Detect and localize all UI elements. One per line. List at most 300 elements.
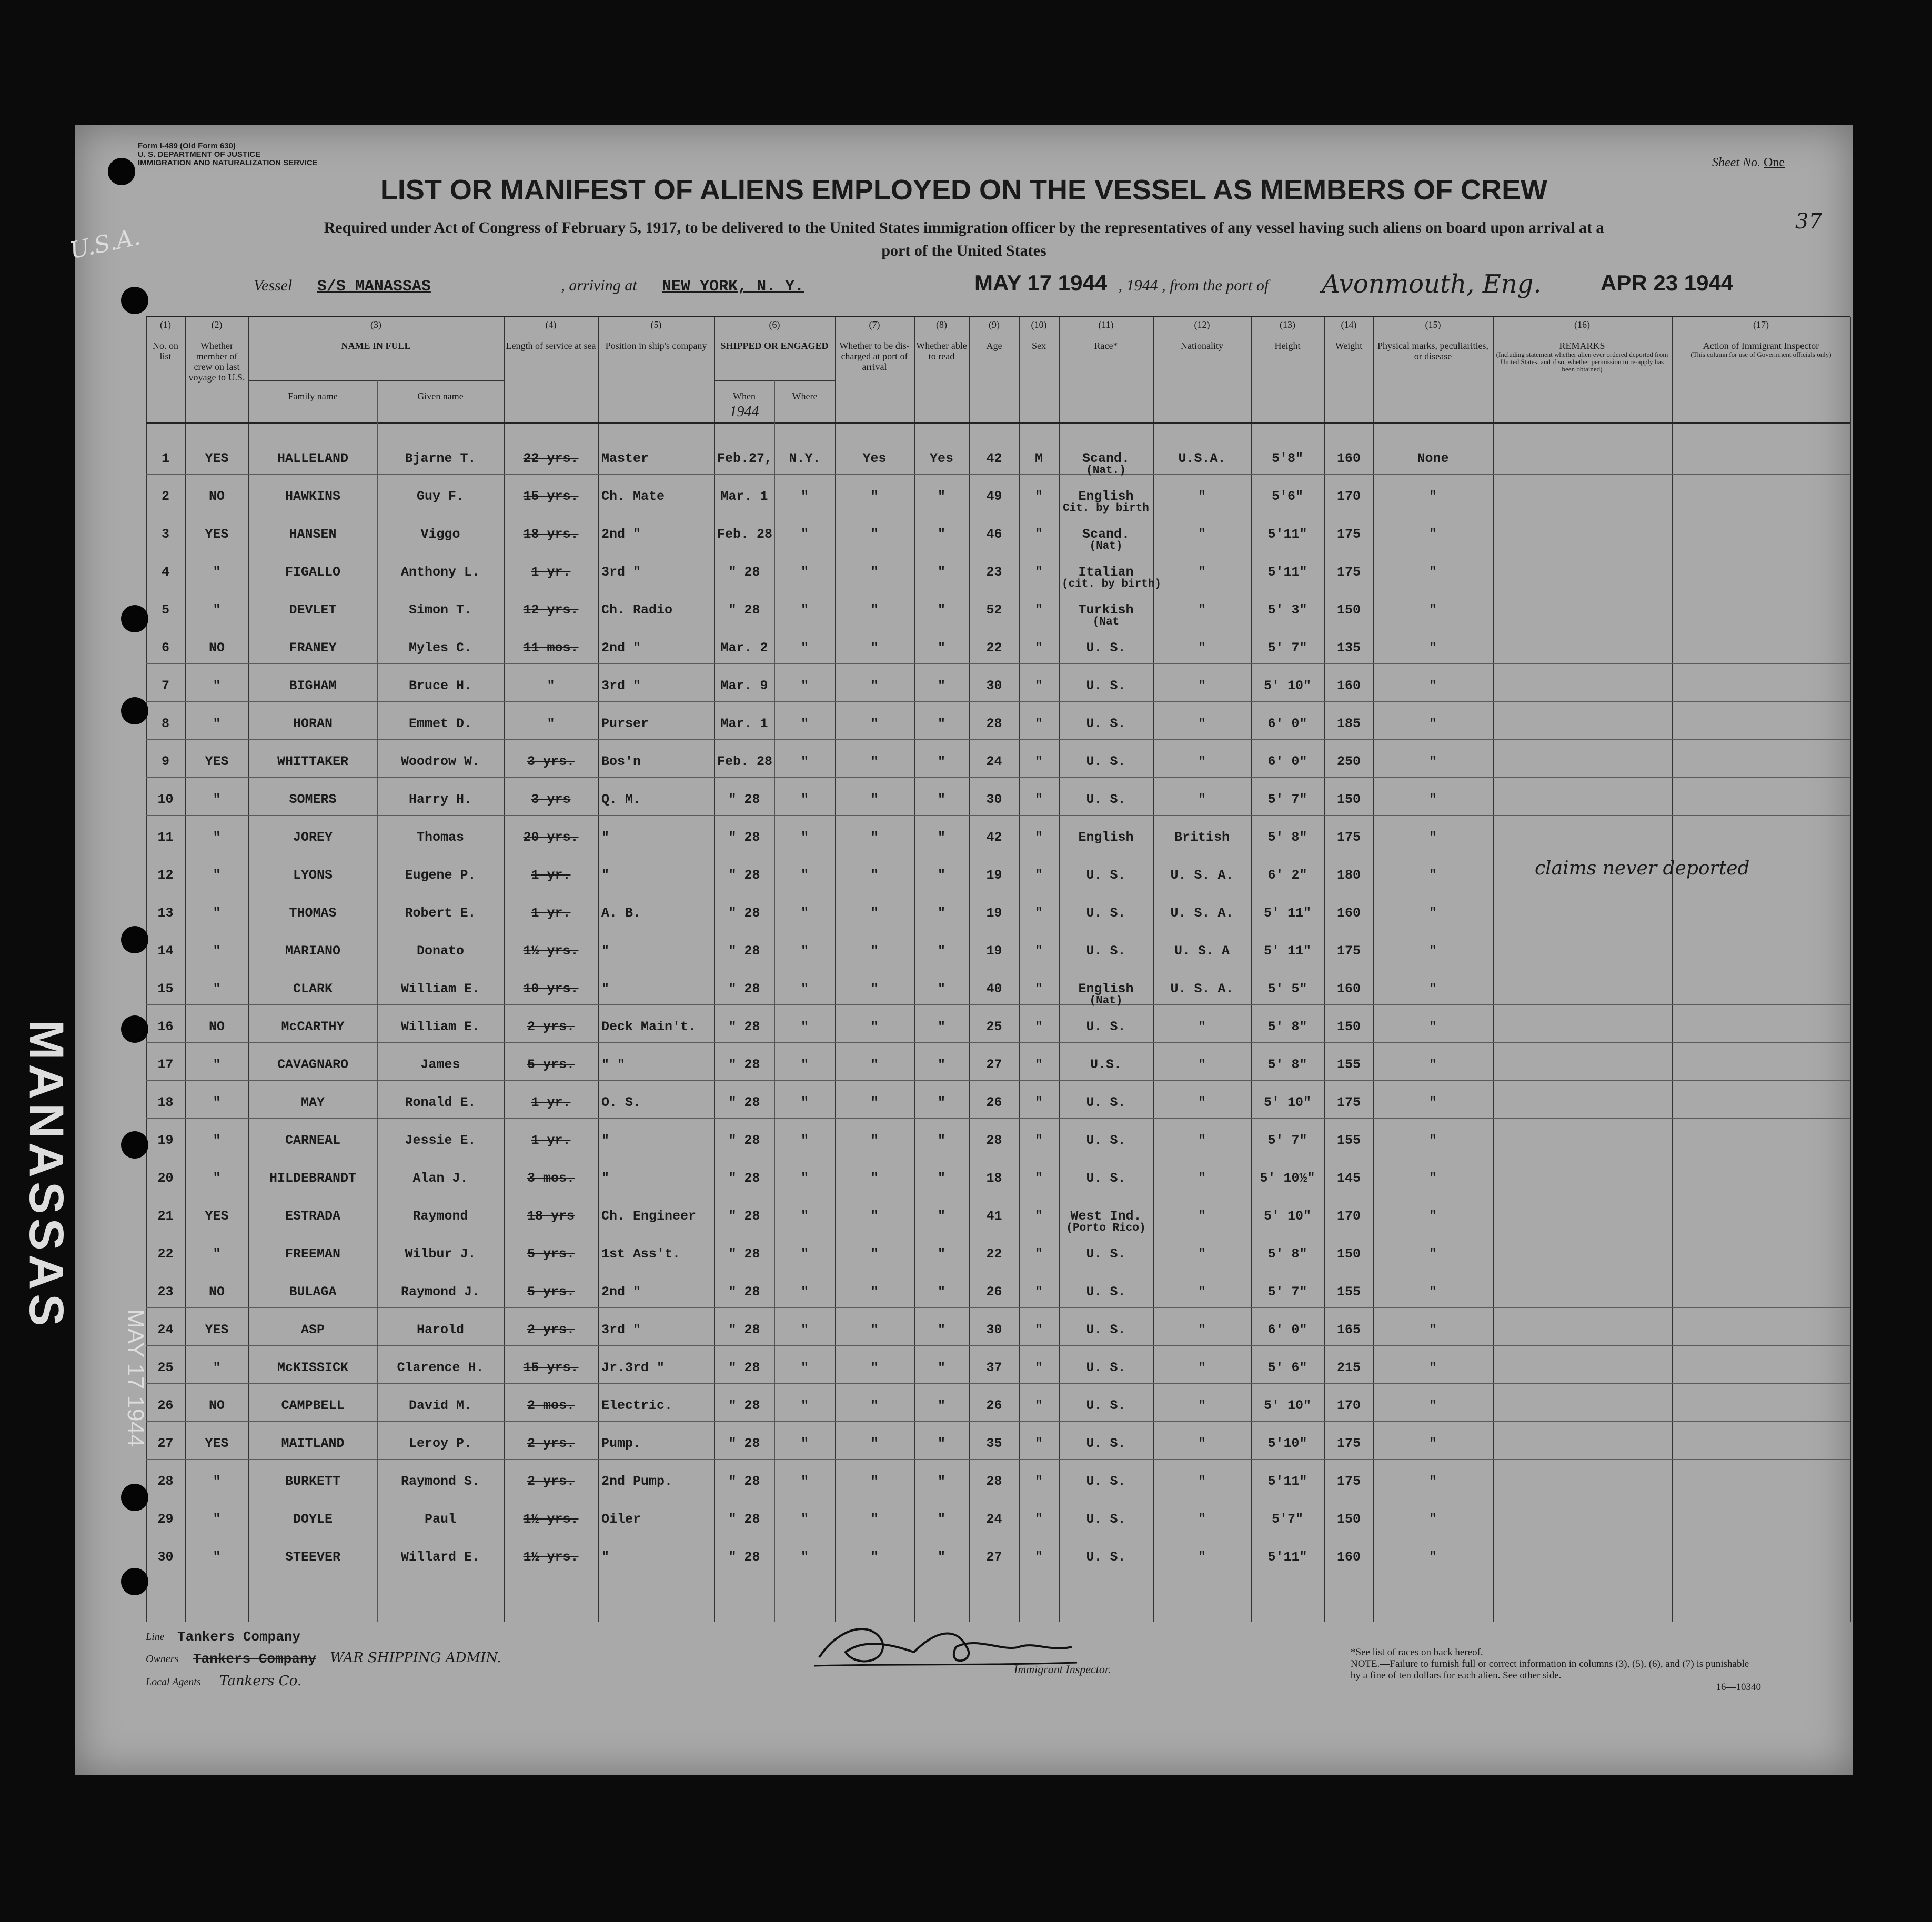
height-cell: 5'8" bbox=[1271, 451, 1303, 466]
shipped-where-cell: " bbox=[800, 754, 809, 769]
service-length-cell: " bbox=[547, 716, 555, 731]
physical-marks-cell: " bbox=[1428, 527, 1437, 542]
prev-voyage-cell: " bbox=[213, 830, 221, 845]
shipped-where-cell: " bbox=[800, 1436, 809, 1451]
shipped-where-cell: " bbox=[800, 565, 809, 580]
column-label: Nationality bbox=[1181, 340, 1223, 351]
sex-cell: " bbox=[1034, 1246, 1043, 1262]
sex-cell: " bbox=[1034, 602, 1043, 618]
column-label: NAME IN FULL bbox=[341, 340, 411, 351]
age-cell: 22 bbox=[986, 1246, 1002, 1262]
row-divider bbox=[146, 701, 1850, 702]
race-cell: U. S. bbox=[1086, 868, 1126, 883]
age-cell: 19 bbox=[986, 868, 1002, 883]
penalty-note: NOTE.—Failure to furnish full or correct information in columns (3), (5), (6), and (7) is punishable by a fine of ten dollars for each alien. See other side. bbox=[1351, 1658, 1749, 1681]
sex-cell: " bbox=[1034, 1322, 1043, 1337]
row-number: 6 bbox=[161, 640, 169, 656]
weight-cell: 150 bbox=[1336, 1019, 1361, 1034]
able-to-read-cell: " bbox=[937, 1549, 945, 1565]
nationality-cell: U.S.A. bbox=[1178, 451, 1226, 466]
family-name-cell: FIGALLO bbox=[285, 565, 341, 580]
service-length-cell: 3 yrs bbox=[531, 792, 571, 807]
height-cell: 5' 8" bbox=[1267, 1057, 1307, 1072]
able-to-read-cell: " bbox=[937, 1436, 945, 1451]
given-name-cell: Anthony L. bbox=[400, 565, 480, 580]
family-name-cell: CLARK bbox=[293, 981, 333, 997]
able-to-read-cell: " bbox=[937, 1284, 945, 1300]
physical-marks-cell: " bbox=[1428, 1436, 1437, 1451]
age-cell: 24 bbox=[986, 1512, 1002, 1527]
shipped-where-cell: " bbox=[800, 943, 809, 959]
physical-marks-cell: " bbox=[1428, 1171, 1437, 1186]
discharged-cell: " bbox=[870, 905, 879, 921]
weight-cell: 170 bbox=[1336, 1209, 1361, 1224]
row-divider bbox=[146, 777, 1850, 778]
weight-cell: 150 bbox=[1336, 792, 1361, 807]
race-cell: Italian bbox=[1078, 565, 1134, 580]
race-note-cell: (Nat bbox=[1092, 616, 1120, 628]
row-number: 4 bbox=[161, 565, 169, 580]
weight-cell: 175 bbox=[1336, 1095, 1361, 1110]
shipped-when-cell: " 28 bbox=[728, 1209, 760, 1224]
position-cell: Jr.3rd " bbox=[601, 1360, 665, 1375]
race-cell: U. S. bbox=[1086, 1133, 1126, 1148]
column-subheader: Where bbox=[792, 391, 818, 401]
sex-cell: " bbox=[1034, 640, 1043, 656]
prev-voyage-cell: YES bbox=[205, 1209, 229, 1224]
age-cell: 30 bbox=[986, 678, 1002, 693]
sex-cell: " bbox=[1034, 1398, 1043, 1413]
physical-marks-cell: " bbox=[1428, 754, 1437, 769]
column-number: (17) bbox=[1753, 319, 1769, 330]
column-header bbox=[1672, 319, 1850, 358]
from-port-label: , from the port of bbox=[1162, 277, 1269, 294]
nationality-cell: U. S. A bbox=[1174, 943, 1230, 959]
shipped-where-cell: " bbox=[800, 1474, 809, 1489]
family-name-cell: FREEMAN bbox=[285, 1246, 341, 1262]
service-length-cell: 3 yrs. bbox=[527, 754, 575, 769]
weight-cell: 135 bbox=[1336, 640, 1361, 656]
shipped-where-cell: " bbox=[800, 792, 809, 807]
nationality-cell: U. S. A. bbox=[1170, 905, 1234, 921]
height-cell: 5'11" bbox=[1267, 1549, 1307, 1565]
row-number: 2 bbox=[161, 489, 169, 504]
age-cell: 19 bbox=[986, 905, 1002, 921]
service-length-cell: 1 yr. bbox=[531, 1095, 571, 1110]
family-name-cell: STEEVER bbox=[285, 1549, 341, 1565]
column-number: (2) bbox=[211, 319, 223, 330]
footer-notes bbox=[1351, 1647, 1761, 1693]
shipped-where-cell: " bbox=[800, 1549, 809, 1565]
given-name-cell: Raymond J. bbox=[400, 1284, 480, 1300]
height-cell: 5' 5" bbox=[1267, 981, 1307, 997]
weight-cell: 160 bbox=[1336, 905, 1361, 921]
inspector-label: Immigrant Inspector. bbox=[1014, 1663, 1111, 1676]
vessel-name: S/S MANASSAS bbox=[317, 278, 431, 296]
shipped-when-cell: Mar. 9 bbox=[720, 678, 768, 693]
punch-hole bbox=[121, 1484, 148, 1511]
row-number: 12 bbox=[157, 868, 174, 883]
column-label: No. on list bbox=[153, 340, 178, 361]
row-divider bbox=[146, 1080, 1850, 1081]
shipped-where-cell: " bbox=[800, 1019, 809, 1034]
physical-marks-cell: " bbox=[1428, 1246, 1437, 1262]
row-number: 5 bbox=[161, 602, 169, 618]
row-divider bbox=[146, 1307, 1850, 1308]
weight-cell: 145 bbox=[1336, 1171, 1361, 1186]
discharged-cell: " bbox=[870, 716, 879, 731]
row-number: 3 bbox=[161, 527, 169, 542]
column-label: REMARKS bbox=[1559, 340, 1605, 351]
age-cell: 28 bbox=[986, 1133, 1002, 1148]
nationality-cell: " bbox=[1198, 754, 1206, 769]
sex-cell: " bbox=[1034, 527, 1043, 542]
discharged-cell: " bbox=[870, 754, 879, 769]
column-divider bbox=[146, 317, 147, 1622]
column-label: Age bbox=[986, 340, 1002, 351]
row-number: 17 bbox=[157, 1057, 174, 1072]
height-cell: 5'11" bbox=[1267, 565, 1307, 580]
service-length-cell: 1½ yrs. bbox=[523, 1549, 579, 1565]
position-cell: Deck Main't. bbox=[601, 1019, 697, 1034]
prev-voyage-cell: YES bbox=[205, 451, 229, 466]
physical-marks-cell: " bbox=[1428, 981, 1437, 997]
race-cell: Scand. bbox=[1082, 527, 1130, 542]
prev-voyage-cell: NO bbox=[208, 1284, 225, 1300]
position-cell: O. S. bbox=[601, 1095, 641, 1110]
given-name-cell: Raymond bbox=[412, 1209, 468, 1224]
service-length-cell: 18 yrs bbox=[527, 1209, 575, 1224]
nationality-cell: " bbox=[1198, 678, 1206, 693]
physical-marks-cell: " bbox=[1428, 1133, 1437, 1148]
column-divider bbox=[969, 317, 970, 1622]
given-name-cell: Woodrow W. bbox=[400, 754, 480, 769]
row-number: 28 bbox=[157, 1474, 174, 1489]
service-length-cell: 11 mos. bbox=[523, 640, 579, 656]
height-cell: 5' 8" bbox=[1267, 1019, 1307, 1034]
weight-cell: 175 bbox=[1336, 1436, 1361, 1451]
column-divider bbox=[1324, 317, 1325, 1622]
weight-cell: 185 bbox=[1336, 716, 1361, 731]
form-code: 16—10340 bbox=[1716, 1682, 1761, 1693]
row-divider bbox=[146, 1459, 1850, 1460]
sex-cell: " bbox=[1034, 1133, 1043, 1148]
row-number: 26 bbox=[157, 1398, 174, 1413]
weight-cell: 175 bbox=[1336, 527, 1361, 542]
shipped-when-cell: " 28 bbox=[728, 1019, 760, 1034]
departure-port: Avonmouth, Eng. bbox=[1322, 269, 1542, 299]
row-number: 24 bbox=[157, 1322, 174, 1337]
race-note-cell: Cit. by birth bbox=[1063, 502, 1149, 515]
column-divider bbox=[185, 317, 186, 1622]
subtitle-line-1: Required under Act of Congress of February 5, 1917, to be delivered to the United States immigration officer by the representatives of any vessel having such aliens on board upon arrival at a bbox=[324, 219, 1604, 236]
sheet-value: One bbox=[1764, 156, 1785, 169]
column-header bbox=[598, 319, 714, 351]
race-cell: U.S. bbox=[1090, 1057, 1122, 1072]
nationality-cell: " bbox=[1198, 1019, 1206, 1034]
service-length-cell: 5 yrs. bbox=[527, 1246, 575, 1262]
service-length-cell: 5 yrs. bbox=[527, 1284, 575, 1300]
column-number: (16) bbox=[1574, 319, 1590, 330]
discharged-cell: " bbox=[870, 565, 879, 580]
shipped-where-cell: " bbox=[800, 1057, 809, 1072]
physical-marks-cell: " bbox=[1428, 1549, 1437, 1565]
sex-cell: " bbox=[1034, 943, 1043, 959]
margin-vessel-note: MANASSAS bbox=[19, 1020, 73, 1331]
discharged-cell: " bbox=[870, 1133, 879, 1148]
shipped-when-cell: " 28 bbox=[728, 1171, 760, 1186]
column-header bbox=[969, 319, 1019, 351]
age-cell: 28 bbox=[986, 1474, 1002, 1489]
sex-cell: " bbox=[1034, 565, 1043, 580]
column-label: Length of service at sea bbox=[506, 340, 596, 351]
service-length-cell: 1½ yrs. bbox=[523, 943, 579, 959]
given-name-cell: Leroy P. bbox=[408, 1436, 472, 1451]
prev-voyage-cell: " bbox=[213, 943, 221, 959]
given-name-cell: Viggo bbox=[420, 527, 460, 542]
discharged-cell: " bbox=[870, 602, 879, 618]
discharged-cell: " bbox=[870, 1512, 879, 1527]
row-number: 1 bbox=[161, 451, 169, 466]
sex-cell: " bbox=[1034, 754, 1043, 769]
race-cell: U. S. bbox=[1086, 1549, 1126, 1565]
shipped-when-cell: " 28 bbox=[728, 1133, 760, 1148]
row-divider bbox=[146, 739, 1850, 740]
prev-voyage-cell: " bbox=[213, 602, 221, 618]
arrival-date-stamp: MAY 17 1944 bbox=[974, 270, 1108, 295]
column-header bbox=[1059, 319, 1153, 351]
prev-voyage-cell: " bbox=[213, 1133, 221, 1148]
column-header bbox=[1324, 319, 1373, 351]
family-name-cell: BIGHAM bbox=[289, 678, 337, 693]
able-to-read-cell: " bbox=[937, 1171, 945, 1186]
given-name-cell: Clarence H. bbox=[397, 1360, 484, 1375]
sex-cell: " bbox=[1034, 792, 1043, 807]
race-cell: English bbox=[1078, 830, 1134, 845]
shipped-when-cell: Feb. 28 bbox=[717, 527, 773, 542]
weight-cell: 250 bbox=[1336, 754, 1361, 769]
race-cell: U. S. bbox=[1086, 1322, 1126, 1337]
position-cell: Bos'n bbox=[601, 754, 641, 769]
family-name-cell: CAVAGNARO bbox=[277, 1057, 349, 1072]
punch-hole bbox=[108, 158, 135, 185]
position-cell: " " bbox=[601, 1057, 626, 1072]
weight-cell: 170 bbox=[1336, 489, 1361, 504]
height-cell: 5' 7" bbox=[1267, 792, 1307, 807]
row-number: 27 bbox=[157, 1436, 174, 1451]
discharged-cell: " bbox=[870, 678, 879, 693]
age-cell: 27 bbox=[986, 1549, 1002, 1565]
discharged-cell: " bbox=[870, 1171, 879, 1186]
position-cell: 3rd " bbox=[601, 678, 641, 693]
discharged-cell: " bbox=[870, 943, 879, 959]
column-number: (5) bbox=[650, 319, 662, 330]
column-divider bbox=[1850, 317, 1852, 1622]
prev-voyage-cell: " bbox=[213, 1095, 221, 1110]
shipped-where-cell: " bbox=[800, 1322, 809, 1337]
physical-marks-cell: " bbox=[1428, 1360, 1437, 1375]
column-divider bbox=[1672, 317, 1673, 1622]
column-divider bbox=[1019, 317, 1020, 1622]
position-cell: Q. M. bbox=[601, 792, 641, 807]
sex-cell: " bbox=[1034, 905, 1043, 921]
column-number: (11) bbox=[1098, 319, 1114, 330]
vessel-line bbox=[254, 277, 1269, 296]
subheader-split bbox=[774, 380, 775, 1622]
service-length-cell: 3 mos. bbox=[527, 1171, 575, 1186]
physical-marks-cell: " bbox=[1428, 1398, 1437, 1413]
weight-cell: 150 bbox=[1336, 1246, 1361, 1262]
family-name-cell: FRANEY bbox=[289, 640, 337, 656]
shipped-where-cell: " bbox=[800, 1398, 809, 1413]
race-cell: U. S. bbox=[1086, 1436, 1126, 1451]
prev-voyage-cell: " bbox=[213, 1246, 221, 1262]
race-note-cell: (Porto Rico) bbox=[1066, 1222, 1146, 1234]
physical-marks-cell: " bbox=[1428, 1512, 1437, 1527]
discharged-cell: " bbox=[870, 792, 879, 807]
height-cell: 6' 0" bbox=[1267, 716, 1307, 731]
shipped-where-cell: " bbox=[800, 1284, 809, 1300]
shipped-when-cell: " 28 bbox=[728, 1095, 760, 1110]
weight-cell: 175 bbox=[1336, 830, 1361, 845]
height-cell: 5' 6" bbox=[1267, 1360, 1307, 1375]
age-cell: 42 bbox=[986, 451, 1002, 466]
punch-hole bbox=[121, 287, 148, 314]
row-divider bbox=[146, 1004, 1850, 1005]
able-to-read-cell: " bbox=[937, 1322, 945, 1337]
discharged-cell: " bbox=[870, 527, 879, 542]
position-cell: Master bbox=[601, 451, 649, 466]
family-name-cell: DOYLE bbox=[293, 1512, 333, 1527]
race-note-cell: (cit. by birth) bbox=[1062, 578, 1162, 590]
given-name-cell: Bjarne T. bbox=[405, 451, 476, 466]
position-cell: " bbox=[601, 943, 610, 959]
shipped-where-cell: " bbox=[800, 830, 809, 845]
service-length-cell: 1 yr. bbox=[531, 868, 571, 883]
nationality-cell: U. S. A. bbox=[1170, 981, 1234, 997]
able-to-read-cell: " bbox=[937, 1019, 945, 1034]
shipped-when-cell: " 28 bbox=[728, 792, 760, 807]
prev-voyage-cell: " bbox=[213, 792, 221, 807]
shipped-when-cell: " 28 bbox=[728, 1512, 760, 1527]
nationality-cell: " bbox=[1198, 1209, 1206, 1224]
able-to-read-cell: " bbox=[937, 716, 945, 731]
column-subheader: When bbox=[733, 391, 756, 401]
service-length-cell: 18 yrs. bbox=[523, 527, 579, 542]
race-cell: Scand. bbox=[1082, 451, 1130, 466]
discharged-cell: " bbox=[870, 868, 879, 883]
given-name-cell: Willard E. bbox=[400, 1549, 480, 1565]
family-name-cell: CAMPBELL bbox=[281, 1398, 345, 1413]
form-number: Form I-489 (Old Form 630) bbox=[138, 142, 236, 150]
service-length-cell: 1 yr. bbox=[531, 905, 571, 921]
sex-cell: " bbox=[1034, 489, 1043, 504]
nationality-cell: " bbox=[1198, 1360, 1206, 1375]
given-name-cell: Myles C. bbox=[408, 640, 472, 656]
sheet-number bbox=[1712, 156, 1785, 170]
nationality-cell: " bbox=[1198, 1246, 1206, 1262]
position-cell: " bbox=[601, 1171, 610, 1186]
shipped-where-cell: " bbox=[800, 1171, 809, 1186]
position-cell: 2nd " bbox=[601, 527, 641, 542]
agents-label: Local Agents bbox=[146, 1676, 201, 1688]
shipped-when-cell: " 28 bbox=[728, 1246, 760, 1262]
nationality-cell: U. S. A. bbox=[1170, 868, 1234, 883]
discharged-cell: " bbox=[870, 1019, 879, 1034]
races-note: *See list of races on back hereof. bbox=[1351, 1647, 1483, 1658]
race-cell: U. S. bbox=[1086, 1360, 1126, 1375]
able-to-read-cell: " bbox=[937, 792, 945, 807]
weight-cell: 175 bbox=[1336, 943, 1361, 959]
given-name-cell: William E. bbox=[400, 1019, 480, 1034]
family-name-cell: HALLELAND bbox=[277, 451, 349, 466]
service-length-cell: 2 mos. bbox=[527, 1398, 575, 1413]
physical-marks-cell: " bbox=[1428, 792, 1437, 807]
remarks-handwritten: claims never deported bbox=[1535, 858, 1750, 879]
handwritten-sheet-number: 37 bbox=[1795, 209, 1822, 234]
service-length-cell: 22 yrs. bbox=[523, 451, 579, 466]
given-name-cell: Jessie E. bbox=[405, 1133, 476, 1148]
discharged-cell: " bbox=[870, 489, 879, 504]
race-cell: U. S. bbox=[1086, 905, 1126, 921]
row-divider bbox=[146, 663, 1850, 664]
able-to-read-cell: " bbox=[937, 981, 945, 997]
position-cell: " bbox=[601, 830, 610, 845]
column-divider bbox=[1373, 317, 1374, 1622]
shipped-where-cell: " bbox=[800, 1246, 809, 1262]
column-divider bbox=[1059, 317, 1060, 1622]
age-cell: 40 bbox=[986, 981, 1002, 997]
family-name-cell: HORAN bbox=[293, 716, 333, 731]
row-divider bbox=[146, 815, 1850, 816]
crew-table bbox=[146, 316, 1850, 1622]
position-cell: " bbox=[601, 868, 610, 883]
year-value: 44 bbox=[1142, 277, 1158, 294]
nationality-cell: " bbox=[1198, 1095, 1206, 1110]
height-cell: 6' 0" bbox=[1267, 754, 1307, 769]
able-to-read-cell: " bbox=[937, 489, 945, 504]
age-cell: 25 bbox=[986, 1019, 1002, 1034]
able-to-read-cell: " bbox=[937, 640, 945, 656]
given-name-cell: Robert E. bbox=[405, 905, 476, 921]
column-number: (1) bbox=[160, 319, 171, 330]
prev-voyage-cell: " bbox=[213, 1171, 221, 1186]
column-header bbox=[1493, 319, 1672, 373]
discharged-cell: " bbox=[870, 640, 879, 656]
weight-cell: 155 bbox=[1336, 1057, 1361, 1072]
height-cell: 5'6" bbox=[1271, 489, 1303, 504]
punch-hole bbox=[121, 1015, 148, 1043]
physical-marks-cell: " bbox=[1428, 602, 1437, 618]
able-to-read-cell: Yes bbox=[929, 451, 953, 466]
family-name-cell: HANSEN bbox=[289, 527, 337, 542]
prev-voyage-cell: " bbox=[213, 678, 221, 693]
column-number: (9) bbox=[989, 319, 1000, 330]
shipped-when-cell: " 28 bbox=[728, 1057, 760, 1072]
year-label: , 19 bbox=[1118, 277, 1142, 294]
department-name: U. S. DEPARTMENT OF JUSTICE bbox=[138, 150, 261, 159]
shipped-year-note: 1944 bbox=[729, 404, 759, 420]
row-number: 9 bbox=[161, 754, 169, 769]
physical-marks-cell: None bbox=[1417, 451, 1449, 466]
height-cell: 5' 3" bbox=[1267, 602, 1307, 618]
physical-marks-cell: " bbox=[1428, 716, 1437, 731]
prev-voyage-cell: " bbox=[213, 981, 221, 997]
physical-marks-cell: " bbox=[1428, 943, 1437, 959]
service-length-cell: 1 yr. bbox=[531, 565, 571, 580]
column-divider bbox=[914, 317, 915, 1622]
able-to-read-cell: " bbox=[937, 1057, 945, 1072]
